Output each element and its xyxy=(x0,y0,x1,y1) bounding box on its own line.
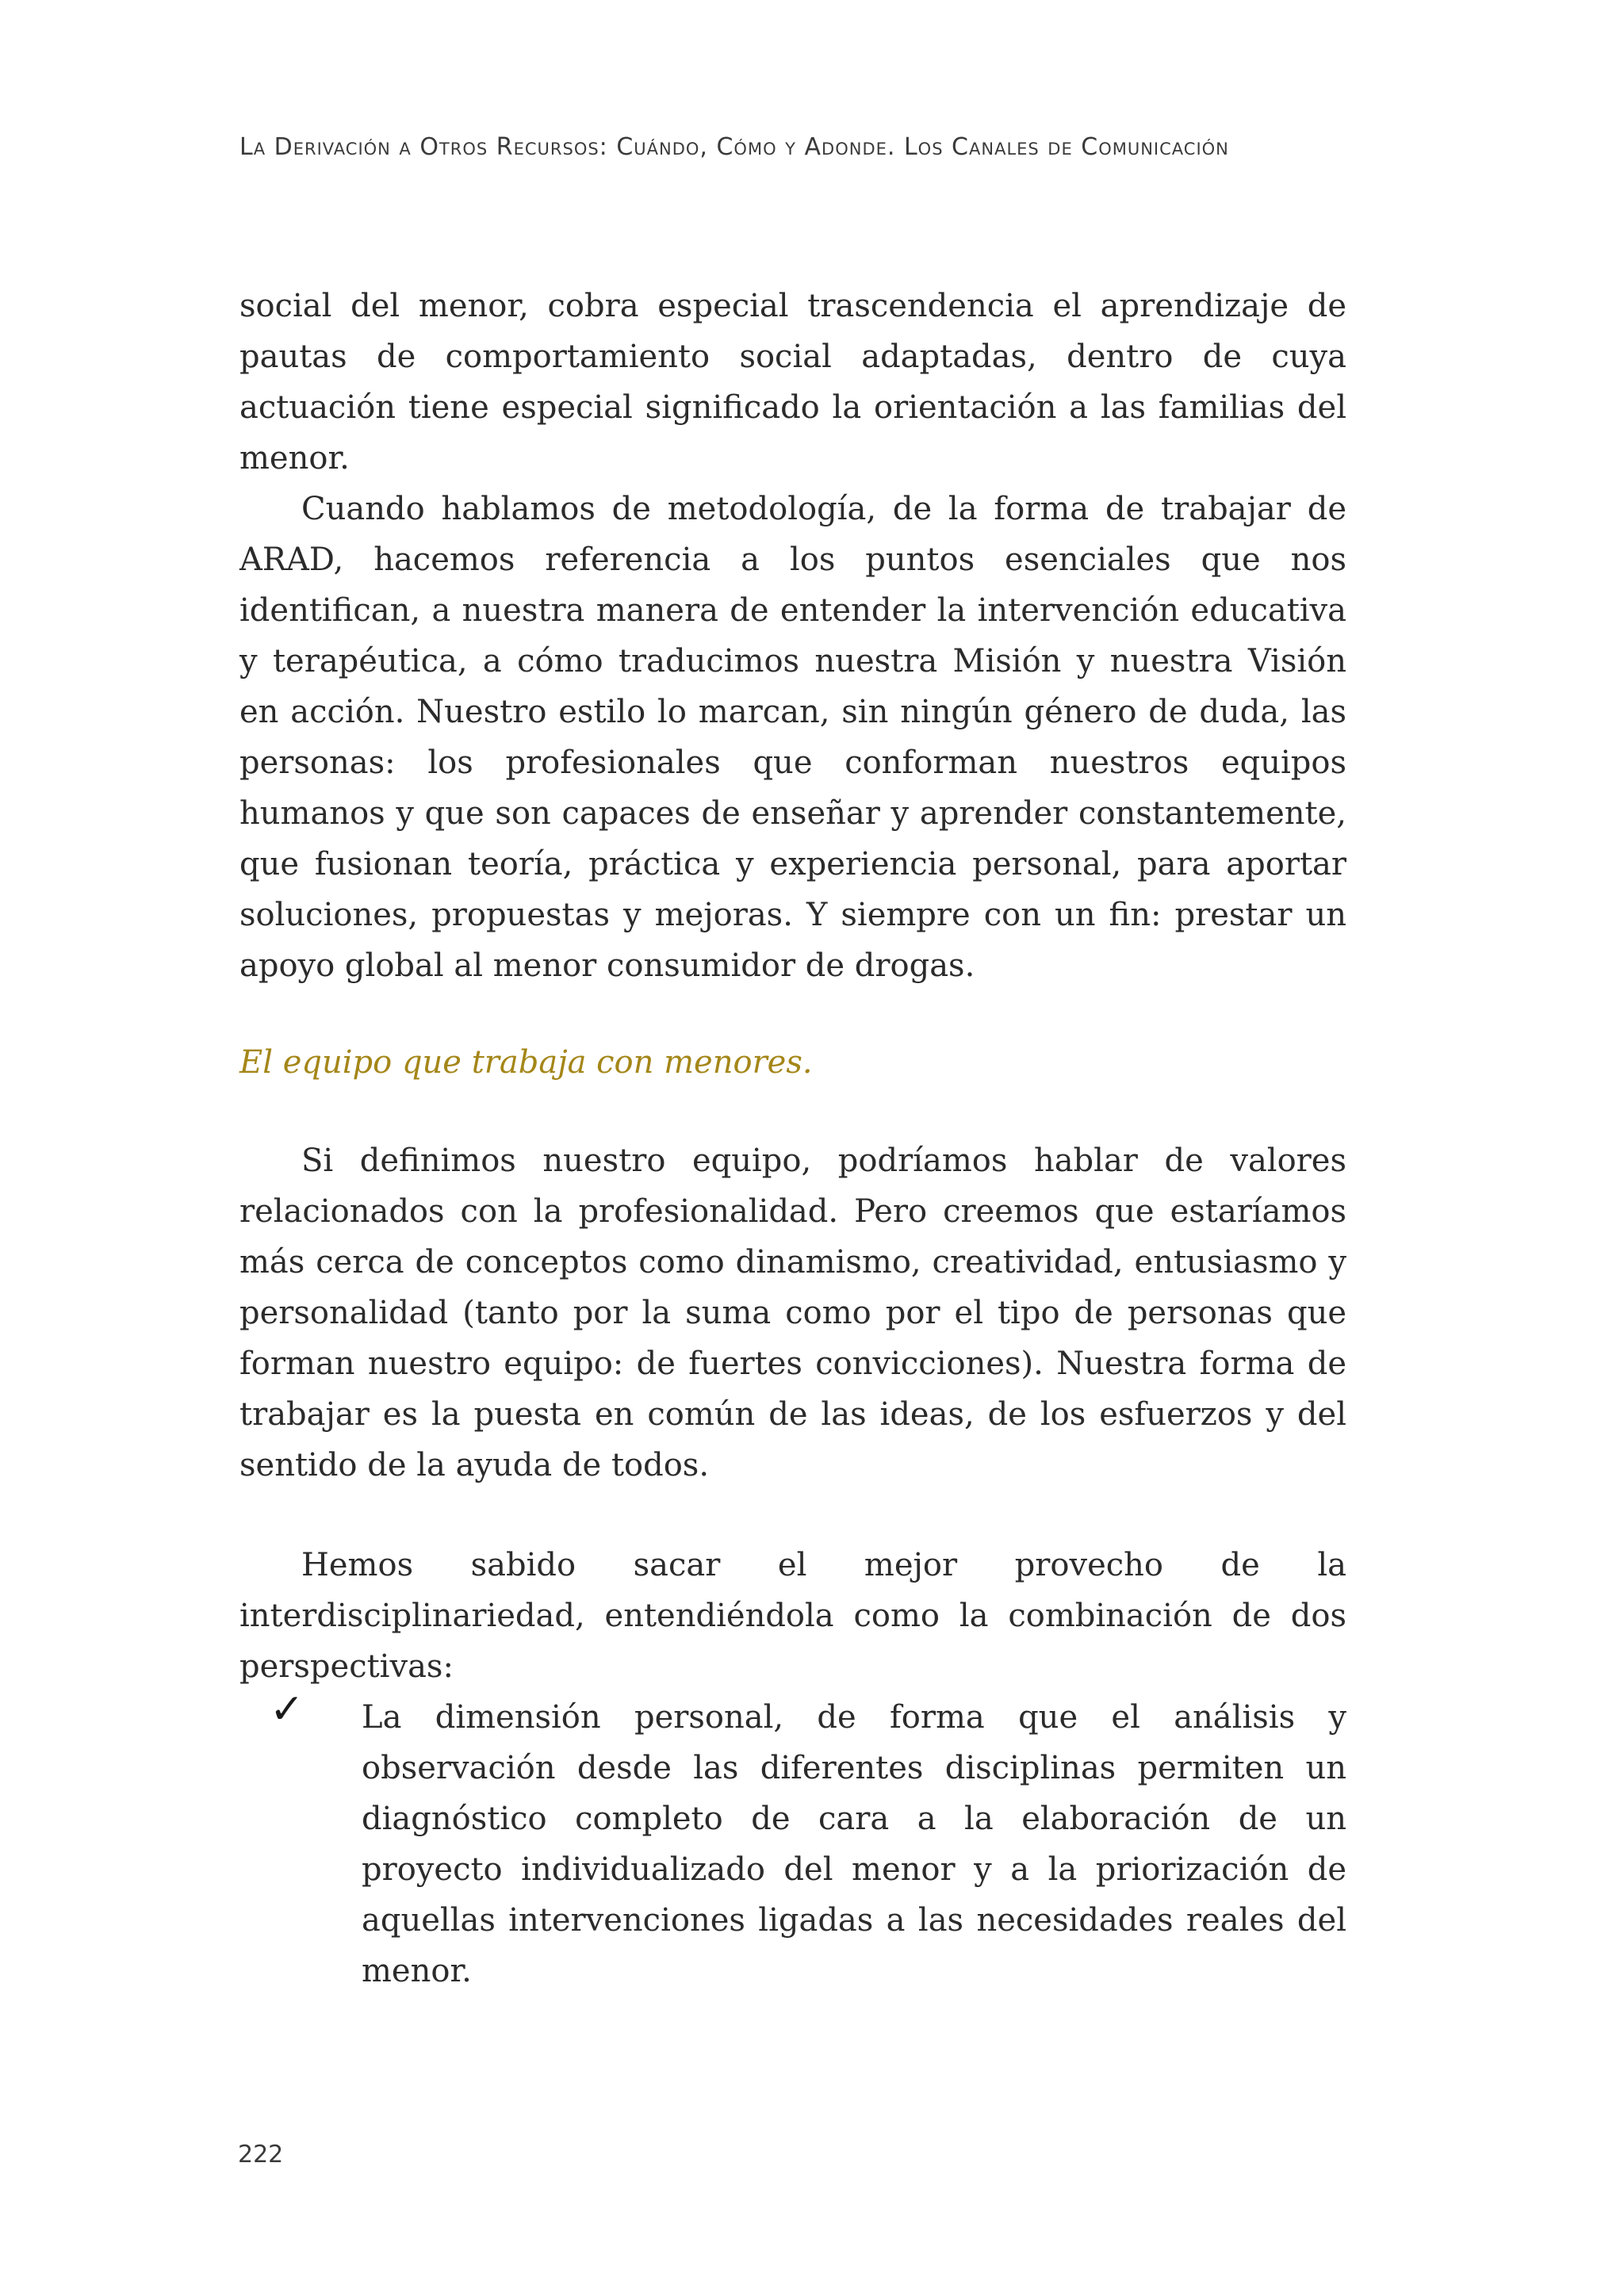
list-item xyxy=(362,1692,1346,1996)
paragraph xyxy=(239,1135,1346,1491)
paragraph xyxy=(239,281,1346,484)
checkmark-icon: ✓ xyxy=(270,1686,304,1733)
paragraph xyxy=(239,484,1346,991)
list-item-text: La dimensión personal, de forma que el análisis y observación desde las diferentes disciplinas permiten un diagnóstico completo de cara a la elaboración de un proyecto individualizado del menor y a la priorización de aquellas intervenciones ligadas a las necesidades reales del menor. xyxy=(362,1699,1346,1989)
paragraph xyxy=(239,1540,1346,1692)
running-header: La Derivación a Otros Recursos: Cuándo, Cómo y Adonde. Los Canales de Comunicación xyxy=(239,133,1229,161)
paragraph-text: Si definimos nuestro equipo, podríamos hablar de valores relacionados con la profesionalidad. Pero creemos que estaríamos más cerca de conceptos como dinamismo, creatividad, entusiasmo y personalidad (tanto por la suma como por el tipo de personas que forman nuestro equipo: de fuertes convicciones). Nuestra forma de trabajar es la puesta en común de las ideas, de los esfuerzos y del sentido de la ayuda de todos. xyxy=(239,1143,1346,1483)
paragraph-text: Cuando hablamos de metodología, de la forma de trabajar de ARAD, hacemos referencia a los puntos esenciales que nos identifican, a nuestra manera de entender la intervención educativa y terapéutica, a cómo traducimos nuestra Misión y nuestra Visión en acción. Nuestro estilo lo marcan, sin ningún género de duda, las personas: los profesionales que conforman nuestros equipos humanos y que son capaces de enseñar y aprender constantemente, que fusionan teoría, práctica y experiencia personal, para aportar soluciones, propuestas y mejoras. Y siempre con un fin: prestar un apoyo global al menor consumidor de drogas. xyxy=(239,491,1346,984)
paragraph-text: social del menor, cobra especial trascendencia el aprendizaje de pautas de comportamiento social adaptadas, dentro de cuya actuación tiene especial significado la orientación a las familias del menor. xyxy=(239,288,1346,477)
paragraph-text: Hemos sabido sacar el mejor provecho de la interdisciplinariedad, entendiéndola como la combinación de dos perspectivas: xyxy=(239,1547,1346,1685)
page-number: 222 xyxy=(238,2141,284,2169)
section-heading: El equipo que trabaja con menores. xyxy=(239,1044,813,1081)
